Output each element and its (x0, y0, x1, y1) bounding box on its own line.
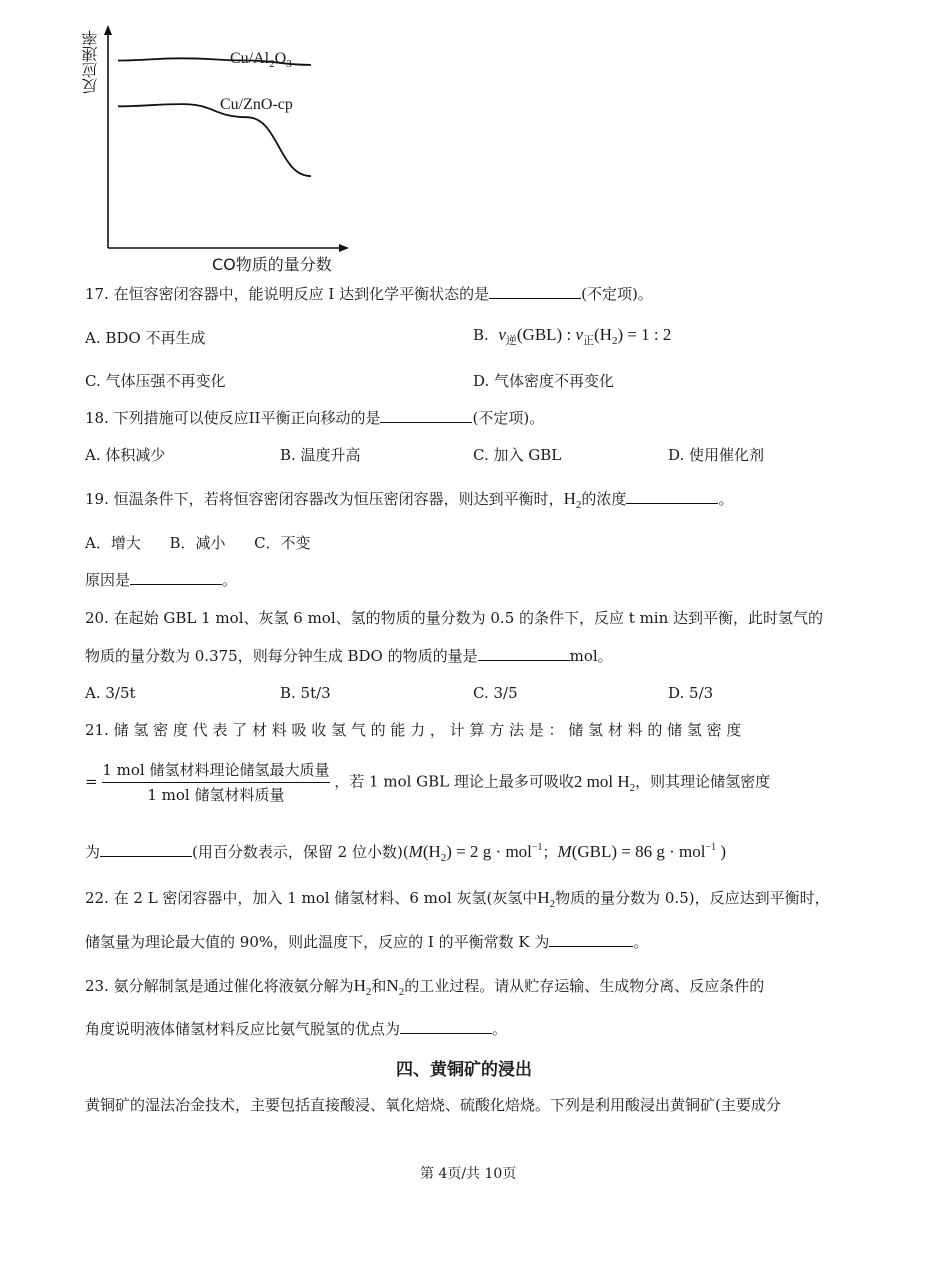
reaction-rate-chart (75, 20, 375, 275)
q22-line1: 22. 在 2 L 密闭容器中，加入 1 mol 储氢材料、6 mol 灰氢(灰氢中$H_2$物质的量分数为 0.5)，反应达到平衡时， (85, 888, 830, 910)
q21-answer-blank[interactable] (100, 856, 192, 857)
series-label-cu-al2o3: $Cu/Al_2O_3$ (230, 50, 292, 70)
q17-option-c: C. 气体压强不再变化 (85, 372, 226, 390)
q18-option-a: A. 体积减少 (85, 446, 166, 464)
y-axis-arrow (104, 25, 112, 35)
section-intro: 黄铜矿的湿法冶金技术，主要包括直接酸浸、氧化焙烧、硫酸化焙烧。下列是利用酸浸出黄铜矿(主要成分 (85, 1096, 781, 1114)
q17-stem: 17. 在恒容密闭容器中，能说明反应 I 达到化学平衡状态的是 (不定项)。 (85, 285, 653, 303)
q18-option-d: D. 使用催化剂 (668, 446, 765, 464)
q20-answer-blank[interactable] (478, 660, 570, 661)
section-title: 四、黄铜矿的浸出 (396, 1060, 532, 1080)
q21-line3: 为 (用百分数表示，保留 2 位小数)($M(H_2) = 2$ g · mol$^{-1}$；M(GBL) = 86 g · mol$^{-1}$ ) (85, 842, 727, 864)
series-label-cu-zno-cp: Cu/ZnO-cp (220, 96, 293, 113)
q19-answer-blank[interactable] (626, 503, 718, 504)
y-axis-label: 反应速率 (81, 30, 100, 94)
q18-answer-blank[interactable] (380, 422, 472, 423)
x-axis-arrow (339, 244, 349, 252)
q17-answer-blank[interactable] (489, 298, 581, 299)
hydrogen-density-fraction: $\frac{\text{1 mol 储氢材料理论储氢最大质量}}{\text{1 mol 储氢材料质量}}$ (102, 761, 330, 804)
q20-option-d: D. 5/3 (668, 684, 714, 702)
q20-option-c: C. 3/5 (473, 684, 518, 702)
q20-line1: 20. 在起始 GBL 1 mol、灰氢 6 mol、氢的物质的量分数为 0.5 的条件下，反应 t min 达到平衡，此时氢气的 (85, 609, 824, 627)
x-axis-label: CO物质的量分数 (212, 255, 332, 274)
q23-line1: 23. 氨分解制氢是通过催化将液氨分解为$H_2$和$N_2$的工业过程。请从贮存运输、生成物分离、反应条件的 (85, 976, 765, 998)
series-line-cu-zno-cp (118, 104, 311, 176)
q17-option-a: A. BDO 不再生成 (85, 329, 206, 347)
q19-stem: 19. 恒温条件下，若将恒容密闭容器改为恒压密闭容器，则达到平衡时，$H_2$的浓度 。 (85, 489, 734, 511)
q21-formula-line: = $\frac{\text{1 mol 储氢材料理论储氢最大质量}}{\text{1 mol 储氢材料质量}}$ ，若 1 mol GBL 理论上最多可吸收2 mol $H_2$，则其理论储氢密度 (85, 761, 771, 804)
q19-reason-blank[interactable] (130, 584, 222, 585)
q17-option-d: D. 气体密度不再变化 (473, 372, 615, 390)
q23-line2: 角度说明液体储氢材料反应比氨气脱氢的优点为 。 (85, 1020, 508, 1038)
q18-stem: 18. 下列措施可以使反应II平衡正向移动的是 (不定项)。 (85, 409, 545, 427)
q19-reason: 原因是 。 (85, 571, 238, 589)
q21-line1: 21. 储 氢 密 度 代 表 了 材 料 吸 收 氢 气 的 能 力 ， 计 算 方 法 是 ： 储 氢 材 料 的 储 氢 密 度 (85, 721, 742, 739)
q23-answer-blank[interactable] (400, 1033, 492, 1034)
q18-option-c: C. 加入 GBL (473, 446, 562, 464)
q18-option-b: B. 温度升高 (280, 446, 361, 464)
q20-option-b: B. 5t/3 (280, 684, 331, 702)
q20-line2: 物质的量分数为 0.375，则每分钟生成 BDO 的物质的量是 mol。 (85, 647, 613, 665)
q19-options: A．增大 B．减小 C．不变 (85, 534, 311, 552)
q22-answer-blank[interactable] (549, 946, 633, 947)
q20-option-a: A. 3/5t (85, 684, 136, 702)
q17-option-b: B. $v_逆(GBL)$ : $v_正(H_2) = 1$ : 2 (473, 325, 672, 347)
q22-line2: 储氢量为理论最大值的 90%，则此温度下，反应的 I 的平衡常数 K 为 。 (85, 933, 649, 951)
page-footer: 第 4页/共 10页 (420, 1166, 517, 1182)
